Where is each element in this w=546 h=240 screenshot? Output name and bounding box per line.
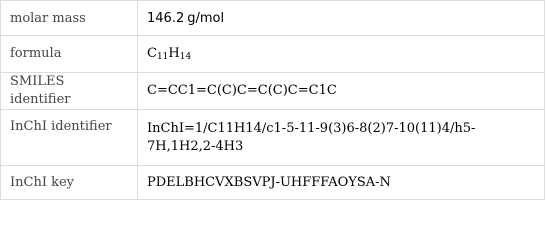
inchi-key-value: PDELBHCVXBSVPJ-UHFFFAOYSA-N [138, 166, 545, 200]
smiles-label: SMILES identifier [1, 73, 138, 110]
smiles-row [1, 73, 545, 110]
smiles-value: C=CC1=C(C)C=C(C)C=C1C [138, 73, 545, 110]
molar-mass-label: molar mass [1, 1, 138, 36]
formula-value [138, 36, 545, 73]
formula-subscript-c: 11 [156, 52, 169, 62]
molar-mass-row [1, 1, 545, 36]
formula-element-h: H [168, 46, 180, 61]
formula-row [1, 36, 545, 73]
formula-element-c: C [147, 46, 157, 61]
formula-label: formula [1, 36, 138, 73]
inchi-row [1, 110, 545, 166]
formula-subscript-h: 14 [179, 52, 192, 62]
inchi-key-label: InChI key [1, 166, 138, 200]
molar-mass-value: 146.2 [147, 10, 185, 26]
inchi-key-row [1, 166, 545, 200]
molar-mass-unit: g/mol [187, 10, 225, 26]
molar-mass-value-cell [138, 1, 545, 36]
inchi-value: InChI=1/C11H14/c1-5-11-9(3)6-8(2)7-10(11)4/h5-7H,1H2,2-4H3 [138, 110, 545, 166]
inchi-label: InChI identifier [1, 110, 138, 166]
